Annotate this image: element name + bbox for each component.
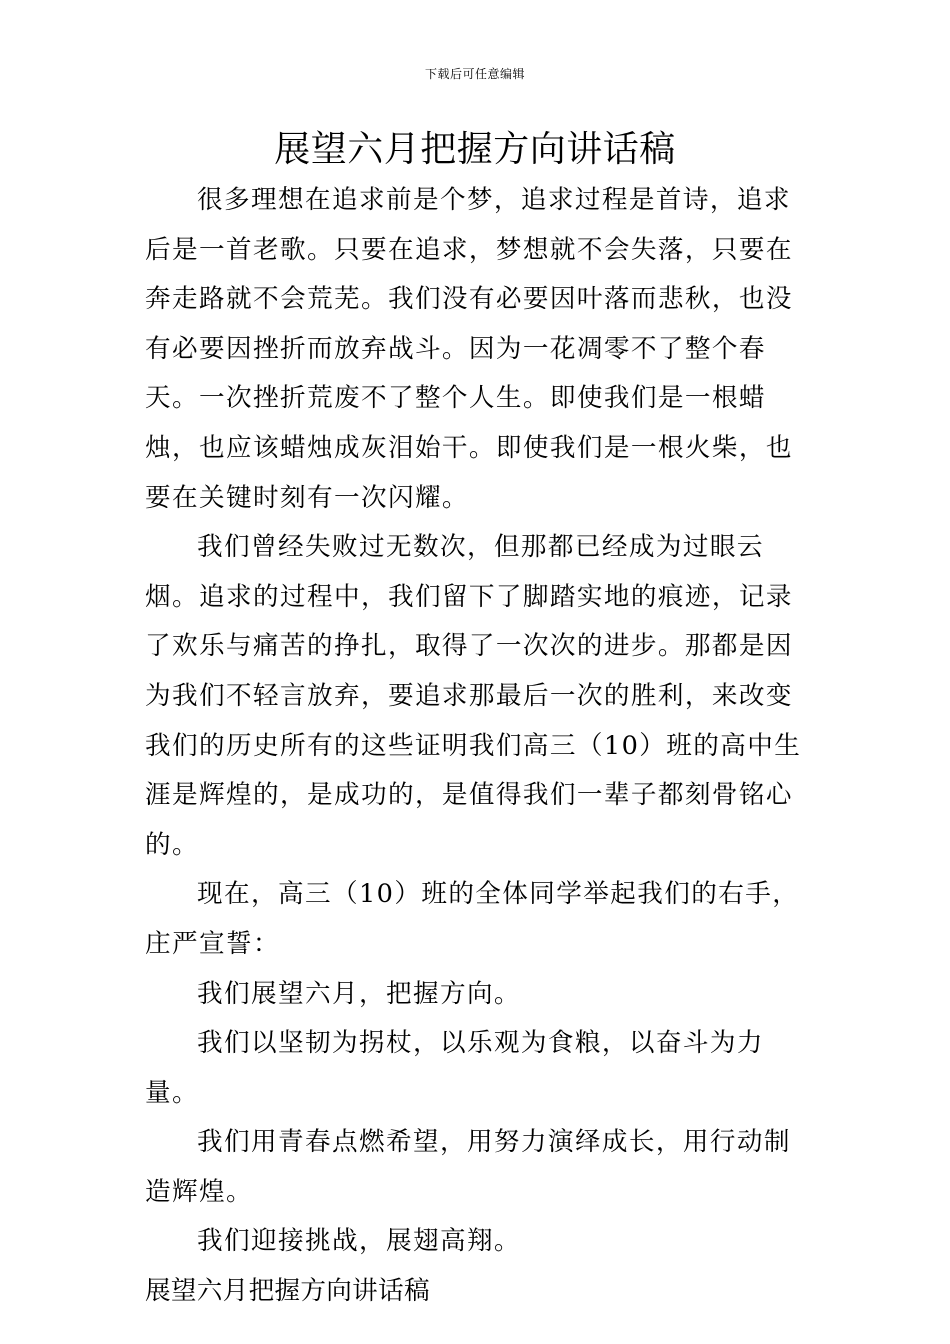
paragraph-7: 我们迎接挑战，展翅高翔。 (197, 1226, 521, 1257)
document-body (145, 176, 807, 1317)
header-note: 下载后可任意编辑 (424, 67, 525, 81)
paragraph-4: 我们展望六月，把握方向。 (197, 978, 521, 1009)
footer-title: 展望六月把握方向讲话稿 (145, 1276, 430, 1307)
paragraph-5: 我们以坚韧为拐杖，以乐观为食粮，以奋斗为力量。 (145, 1028, 764, 1108)
paragraph-3: 现在，高三（10）班的全体同学举起我们的右手，庄严宣誓： (145, 879, 800, 959)
document-title: 展望六月把握方向讲话稿 (274, 129, 676, 170)
paragraph-6: 我们用青春点燃希望，用努力演绎成长，用行动制造辉煌。 (145, 1127, 791, 1207)
paragraph-2: 我们曾经失败过无数次，但那都已经成为过眼云烟。追求的过程中，我们留下了脚踏实地的痕迹，记录了欢乐与痛苦的挣扎，取得了一次次的进步。那都是因为我们不轻言放弃，要追求那最后一次的胜利，来改变我们的历史所有的这些证明我们高三（10）班的高中生涯是辉煌的，是成功的，是值得我们一辈子都刻骨铭心的。 (145, 532, 802, 860)
paragraph-1: 很多理想在追求前是个梦，追求过程是首诗，追求后是一首老歌。只要在追求，梦想就不会失落，只要在奔走路就不会荒芜。我们没有必要因叶落而悲秋，也没有必要因挫折而放弃战斗。因为一花凋零不了整个春天。一次挫折荒废不了整个人生。即使我们是一根蜡烛，也应该蜡烛成灰泪始干。即使我们是一根火柴，也要在关键时刻有一次闪耀。 (145, 185, 793, 513)
